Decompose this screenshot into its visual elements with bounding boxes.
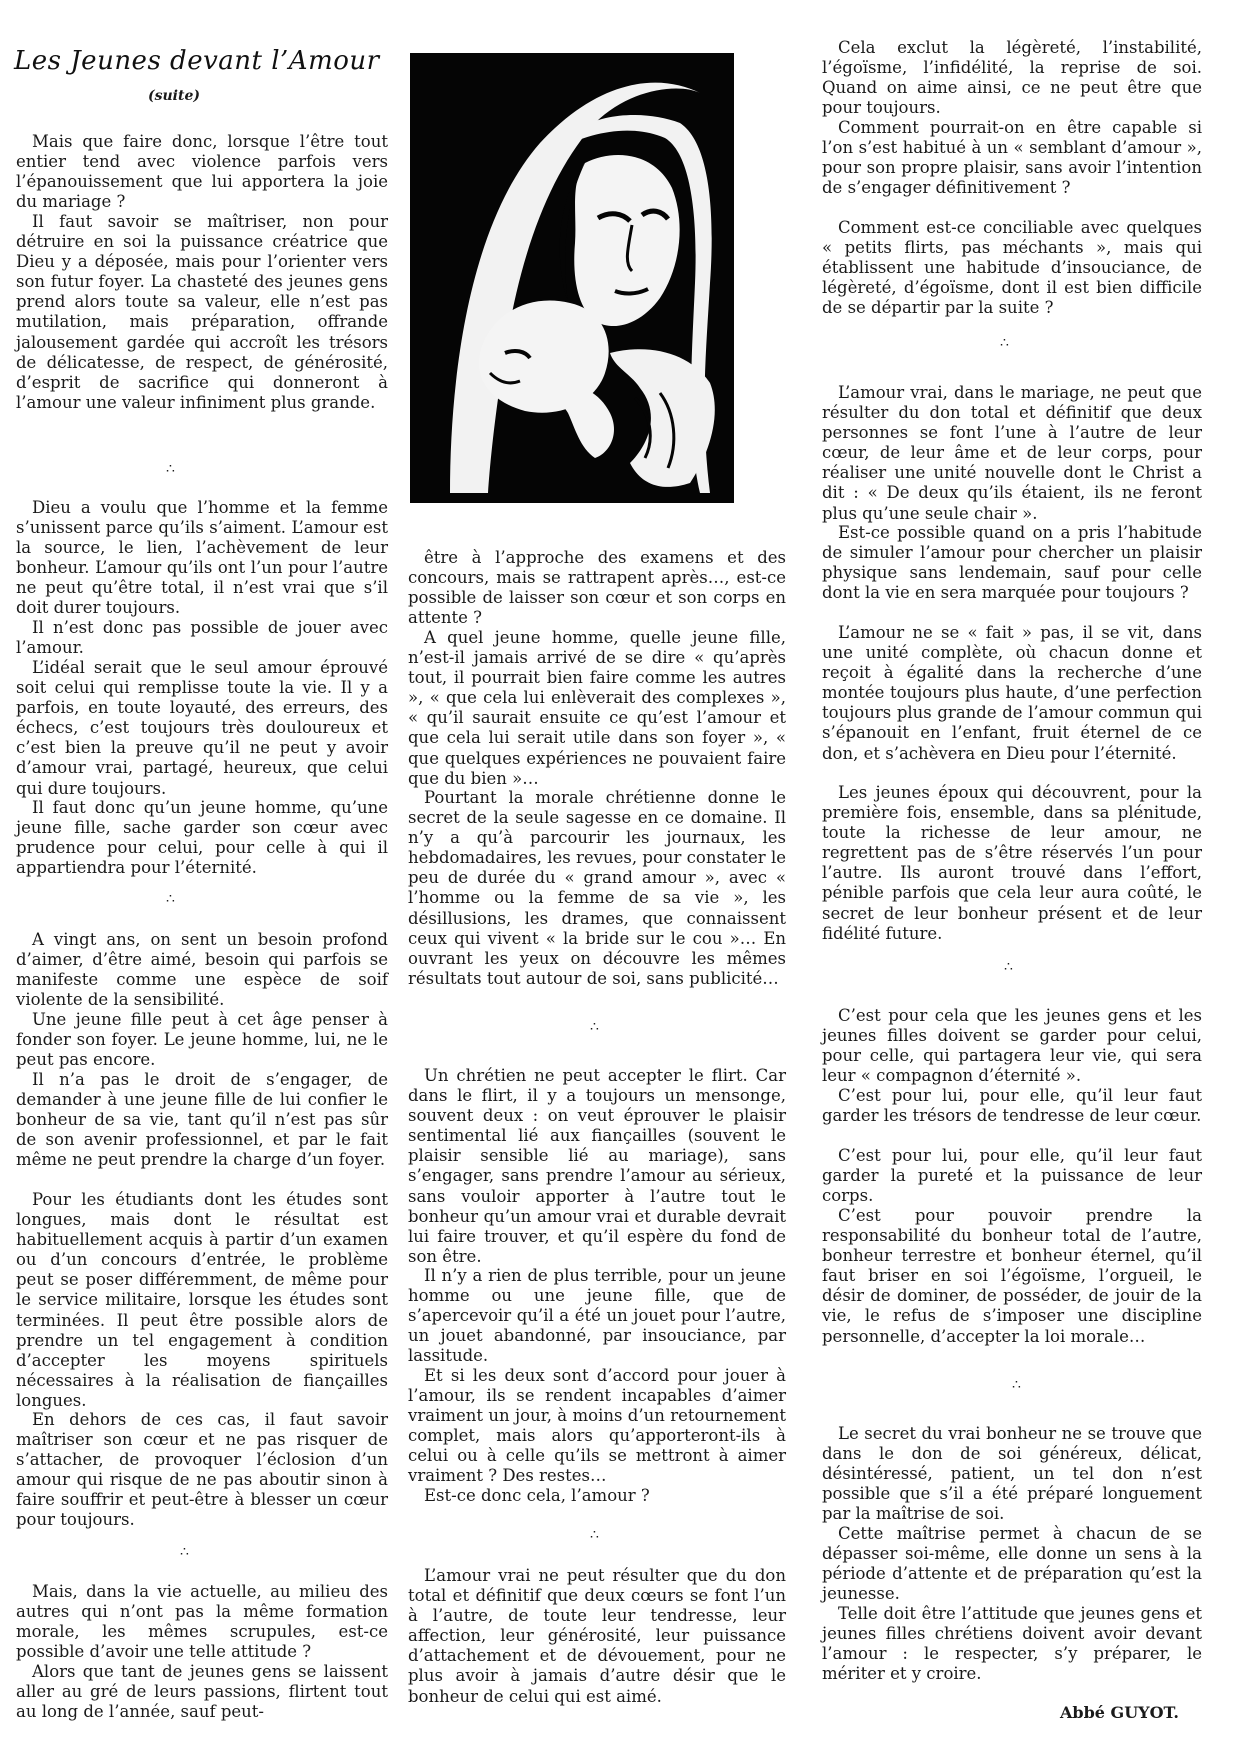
paragraph: Alors que tant de jeunes gens se laissent aller au gré de leurs passions, flirtent tout au long de l’année, sauf peut- [16,1662,388,1722]
author-signature: Abbé GUYOT. [1060,1703,1179,1722]
paragraph: être à l’approche des examens et des concours, mais se rattrapent après…, est-ce possible de laisser son cœur et son corps en attente ? [408,548,786,628]
separator-ornament: ∴ [1004,959,1011,975]
paragraph: C’est pour lui, pour elle, qu’il leur faut garder les trésors de tendresse de leur cœur. [822,1086,1202,1126]
paragraph: Cette maîtrise permet à chacun de se dépasser soi-même, elle donne un sens à la période d’attente et de préparation qu’est la jeunesse. [822,1524,1202,1604]
paragraph: Le secret du vrai bonheur ne se trouve que dans le don de soi généreux, délicat, désintéressé, patient, un tel don n’est possible que s’il a été préparé longuement par la maîtrise de soi. [822,1424,1202,1524]
paragraph: Il n’a pas le droit de s’engager, de demander à une jeune fille de lui confier le bonheur de sa vie, tant qu’il n’est pas sûr de son avenir professionnel, et par le fait même ne peut prendre la charge d’un foyer. [16,1070,388,1170]
separator-ornament: ∴ [166,891,173,907]
separator-ornament: ∴ [1012,1377,1019,1393]
separator-ornament: ∴ [590,1019,597,1035]
paragraph: Est-ce possible quand on a pris l’habitude de simuler l’amour pour chercher un plaisir physique sans lendemain, sauf pour celle dont la vie en sera marquée pour toujours ? [822,523,1202,603]
paragraph: L’amour vrai ne peut résulter que du don total et définitif que deux cœurs se font l’un à l’autre, de toute leur tendresse, leur affection, leur générosité, leur puissance d’attachement et de dévouement, pour ne plus avoir à jamais d’autre désir que le bonheur de celui qui est aimé. [408,1566,786,1706]
paragraph: Est-ce donc cela, l’amour ? [424,1486,650,1505]
paragraph: Telle doit être l’attitude que jeunes gens et jeunes filles chrétiens doivent avoir devant l’amour : le respecter, s’y préparer, le mériter et y croire. [822,1604,1202,1684]
separator-ornament: ∴ [166,461,173,477]
separator-ornament: ∴ [1000,335,1007,351]
paragraph: Mais que faire donc, lorsque l’être tout entier tend avec violence parfois vers l’épanouissement que lui apportera la joie du mariage ? [16,132,388,212]
paragraph: L’amour vrai, dans le mariage, ne peut que résulter du don total et définitif que deux personnes se font l’une à l’autre de leur cœur, de leur âme et de leur corps, pour réaliser une unité nouvelle dont le Christ a dit : « De deux qu’ils étaient, ils ne feront plus qu’une seule chair ». [822,383,1202,523]
separator-ornament: ∴ [590,1527,597,1543]
paragraph: Les jeunes époux qui découvrent, pour la première fois, ensemble, dans sa plénitude, toute la richesse de leur amour, ne regrettent pas de s’être réservés l’un pour l’autre. Ils auront trouvé dans l’effort, pénible parfois que cela leur aura coûté, le secret de leur bonheur présent et de leur fidélité future. [822,783,1202,943]
paragraph: Dieu a voulu que l’homme et la femme s’unissent parce qu’ils s’aiment. L’amour est la source, le lien, l’achèvement de leur bonheur. L’amour qu’ils ont l’un pour l’autre ne peut qu’être total, il n’est vrai que s’il doit durer toujours. [16,498,388,618]
paragraph: En dehors de ces cas, il faut savoir maîtriser son cœur et ne pas risquer de s’attacher, de provoquer l’éclosion d’un amour qui risque de ne pas aboutir sinon à faire souffrir et peut-être à blesser un cœur pour toujours. [16,1410,388,1530]
paragraph: Mais, dans la vie actuelle, au milieu des autres qui n’ont pas la même formation morale, les mêmes scrupules, est-ce possible d’avoir une telle attitude ? [16,1582,388,1662]
paragraph: C’est pour lui, pour elle, qu’il leur faut garder la pureté et la puissance de leur corps. [822,1146,1202,1206]
paragraph: C’est pour pouvoir prendre la responsabilité du bonheur total de l’autre, bonheur terrestre et bonheur éternel, qu’il faut briser en soi l’égoïsme, l’orgueil, le désir de dominer, de posséder, de jouir de la vie, le refus de s’imposer une discipline personnelle, d’accepter la loi morale… [822,1206,1202,1346]
paragraph: L’amour ne se « fait » pas, il se vit, dans une unité complète, où chacun donne et reçoit à égalité dans la recherche d’une montée toujours plus haute, d’une perfection toujours plus grande de l’amour commun qui s’épanouit en l’enfant, fruit éternel de ce don, et s’achèvera en Dieu pour l’éternité. [822,623,1202,763]
paragraph: L’idéal serait que le seul amour éprouvé soit celui qui remplisse toute la vie. Il y a parfois, en toute loyauté, des erreurs, des échecs, c’est toujours très douloureux et c’est bien la preuve qu’il ne peut y avoir d’amour vrai, partagé, heureux, que celui qui dure toujours. [16,658,388,798]
paragraph: Pour les étudiants dont les études sont longues, mais dont le résultat est habituellement acquis à partir d’un examen ou d’un concours d’entrée, le problème peut se poser différemment, de même pour le service militaire, lorsque les études sont terminées. Il peut être possible alors de prendre un tel engagement à condition d’accepter les moyens spirituels nécessaires à la réalisation de fiançailles longues. [16,1190,388,1410]
paragraph: A quel jeune homme, quelle jeune fille, n’est-il jamais arrivé de se dire « qu’après tout, il pourrait bien faire comme les autres », « que cela lui enlèverait des complexes », « qu’il saurait ensuite ce qu’est l’amour et que cela lui serait utile dans son foyer », « que quelques expériences ne pouvaient faire que du bien »… [408,628,786,788]
paragraph: Un chrétien ne peut accepter le flirt. Car dans le flirt, il y a toujours un mensonge, souvent deux : on veut éprouver le plaisir sentimental lié aux fiançailles (souvent le plaisir sensible lié au mariage), sans s’engager, sans prendre l’amour au sérieux, sans vouloir apporter à l’autre tout le bonheur qu’un amour vrai et durable devrait lui faire trouver, et qu’il espère du fond de son être. [408,1066,786,1266]
paragraph: A vingt ans, on sent un besoin profond d’aimer, d’être aimé, besoin qui parfois se manifeste comme une espèce de soif violente de la sensibilité. [16,930,388,1010]
paragraph: Il faut savoir se maîtriser, non pour détruire en soi la puissance créatrice que Dieu y a déposée, mais pour l’orienter vers son futur foyer. La chasteté des jeunes gens prend alors toute sa valeur, elle n’est pas mutilation, mais préparation, offrande jalousement gardée qui accroît les trésors de délicatesse, de respect, de générosité, d’esprit de sacrifice qui donneront à l’amour une valeur infiniment plus grande. [16,212,388,412]
paragraph: Comment pourrait-on en être capable si l’on s’est habitué à un « semblant d’amour », pour son propre plaisir, sans avoir l’intention de s’engager définitivement ? [822,118,1202,198]
madonna-and-child-illustration [410,53,734,503]
article-subtitle: (suite) [148,88,201,104]
paragraph: Comment est-ce conciliable avec quelques « petits flirts, pas méchants », mais qui établissent une habitude d’insouciance, de légèreté, d’égoïsme, dont il est bien difficile de se départir par la suite ? [822,218,1202,318]
paragraph: Une jeune fille peut à cet âge penser à fonder son foyer. Le jeune homme, lui, ne le peut pas encore. [16,1010,388,1070]
separator-ornament: ∴ [180,1544,187,1560]
paragraph: Il n’est donc pas possible de jouer avec l’amour. [16,618,388,658]
paragraph: Et si les deux sont d’accord pour jouer à l’amour, ils se rendent incapables d’aimer vraiment un jour, à moins d’un retournement complet, mais alors qu’apporteront-ils à celui ou à celle qu’ils se mettront à aimer vraiment ? Des restes… [408,1366,786,1486]
paragraph: Cela exclut la légèreté, l’instabilité, l’égoïsme, l’infidélité, la reprise de soi. Quand on aime ainsi, ce ne peut être que pour toujours. [822,38,1202,118]
article-title: Les Jeunes devant l’Amour [14,46,380,76]
paragraph: C’est pour cela que les jeunes gens et les jeunes filles doivent se garder pour celui, pour celle, qui partagera leur vie, qui sera leur « compagnon d’éternité ». [822,1006,1202,1086]
paragraph: Il faut donc qu’un jeune homme, qu’une jeune fille, sache garder son cœur avec prudence pour celui, pour celle à qui il appartiendra pour l’éternité. [16,798,388,878]
paragraph: Pourtant la morale chrétienne donne le secret de la seule sagesse en ce domaine. Il n’y a qu’à parcourir les journaux, les hebdomadaires, les revues, pour constater le peu de durée du « grand amour », avec « l’homme ou la femme de sa vie », les désillusions, les drames, que connaissent ceux qui vivent « la bride sur le cou »… En ouvrant les yeux on découvre les mêmes résultats tout autour de soi, sans publicité… [408,788,786,988]
paragraph: Il n’y a rien de plus terrible, pour un jeune homme ou une jeune fille, que de s’apercevoir qu’il a été un jouet pour l’autre, un jouet abandonné, par insouciance, par lassitude. [408,1266,786,1366]
